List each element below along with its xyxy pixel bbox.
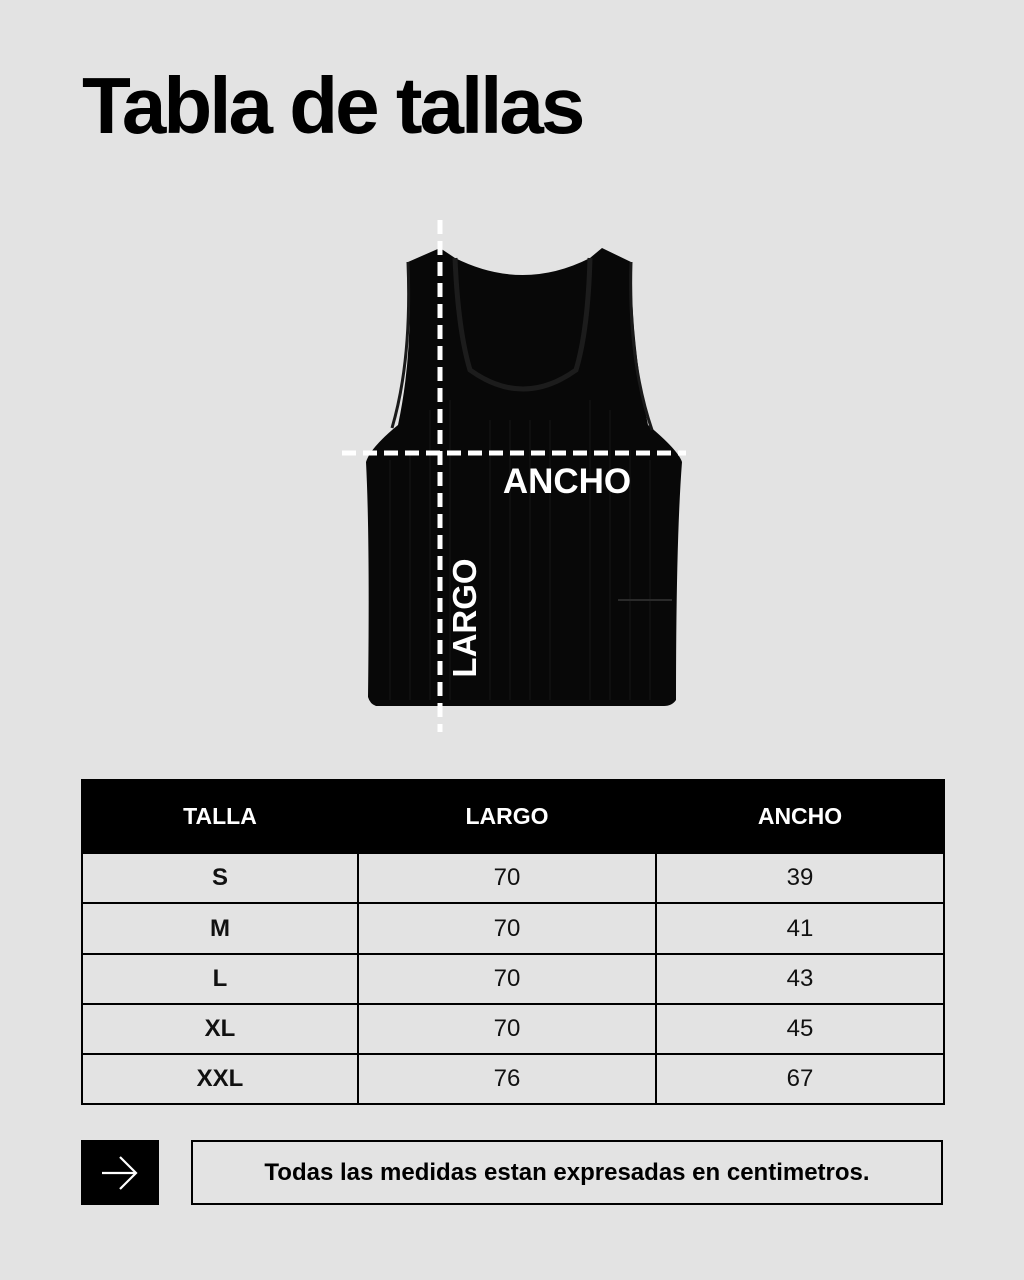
- arrow-right-icon: [81, 1140, 159, 1205]
- tank-top-icon: [330, 210, 700, 740]
- width-cell: 67: [656, 1054, 944, 1104]
- width-cell: 43: [656, 954, 944, 1004]
- width-cell: 45: [656, 1004, 944, 1054]
- size-cell: M: [82, 903, 358, 954]
- size-cell: XXL: [82, 1054, 358, 1104]
- width-cell: 41: [656, 903, 944, 954]
- units-note: [191, 1140, 943, 1205]
- length-cell: 70: [358, 853, 656, 903]
- table-row: [82, 1054, 944, 1104]
- column-header-largo: LARGO: [358, 780, 656, 853]
- length-cell: 70: [358, 954, 656, 1004]
- size-cell: S: [82, 853, 358, 903]
- width-cell: 39: [656, 853, 944, 903]
- table-row: [82, 954, 944, 1004]
- length-cell: 70: [358, 903, 656, 954]
- width-label: ANCHO: [502, 462, 632, 501]
- length-label: LARGO: [446, 558, 483, 678]
- size-cell: XL: [82, 1004, 358, 1054]
- size-table: [81, 779, 945, 1105]
- table-header-row: [82, 780, 944, 853]
- size-cell: L: [82, 954, 358, 1004]
- length-cell: 76: [358, 1054, 656, 1104]
- table-row: [82, 1004, 944, 1054]
- column-header-talla: TALLA: [82, 780, 358, 853]
- garment-diagram: [330, 210, 700, 740]
- length-cell: 70: [358, 1004, 656, 1054]
- column-header-ancho: ANCHO: [656, 780, 944, 853]
- table-row: [82, 903, 944, 954]
- page-title: Tabla de tallas: [82, 61, 583, 150]
- table-row: [82, 853, 944, 903]
- units-note-text: Todas las medidas estan expresadas en centimetros.: [264, 1158, 870, 1186]
